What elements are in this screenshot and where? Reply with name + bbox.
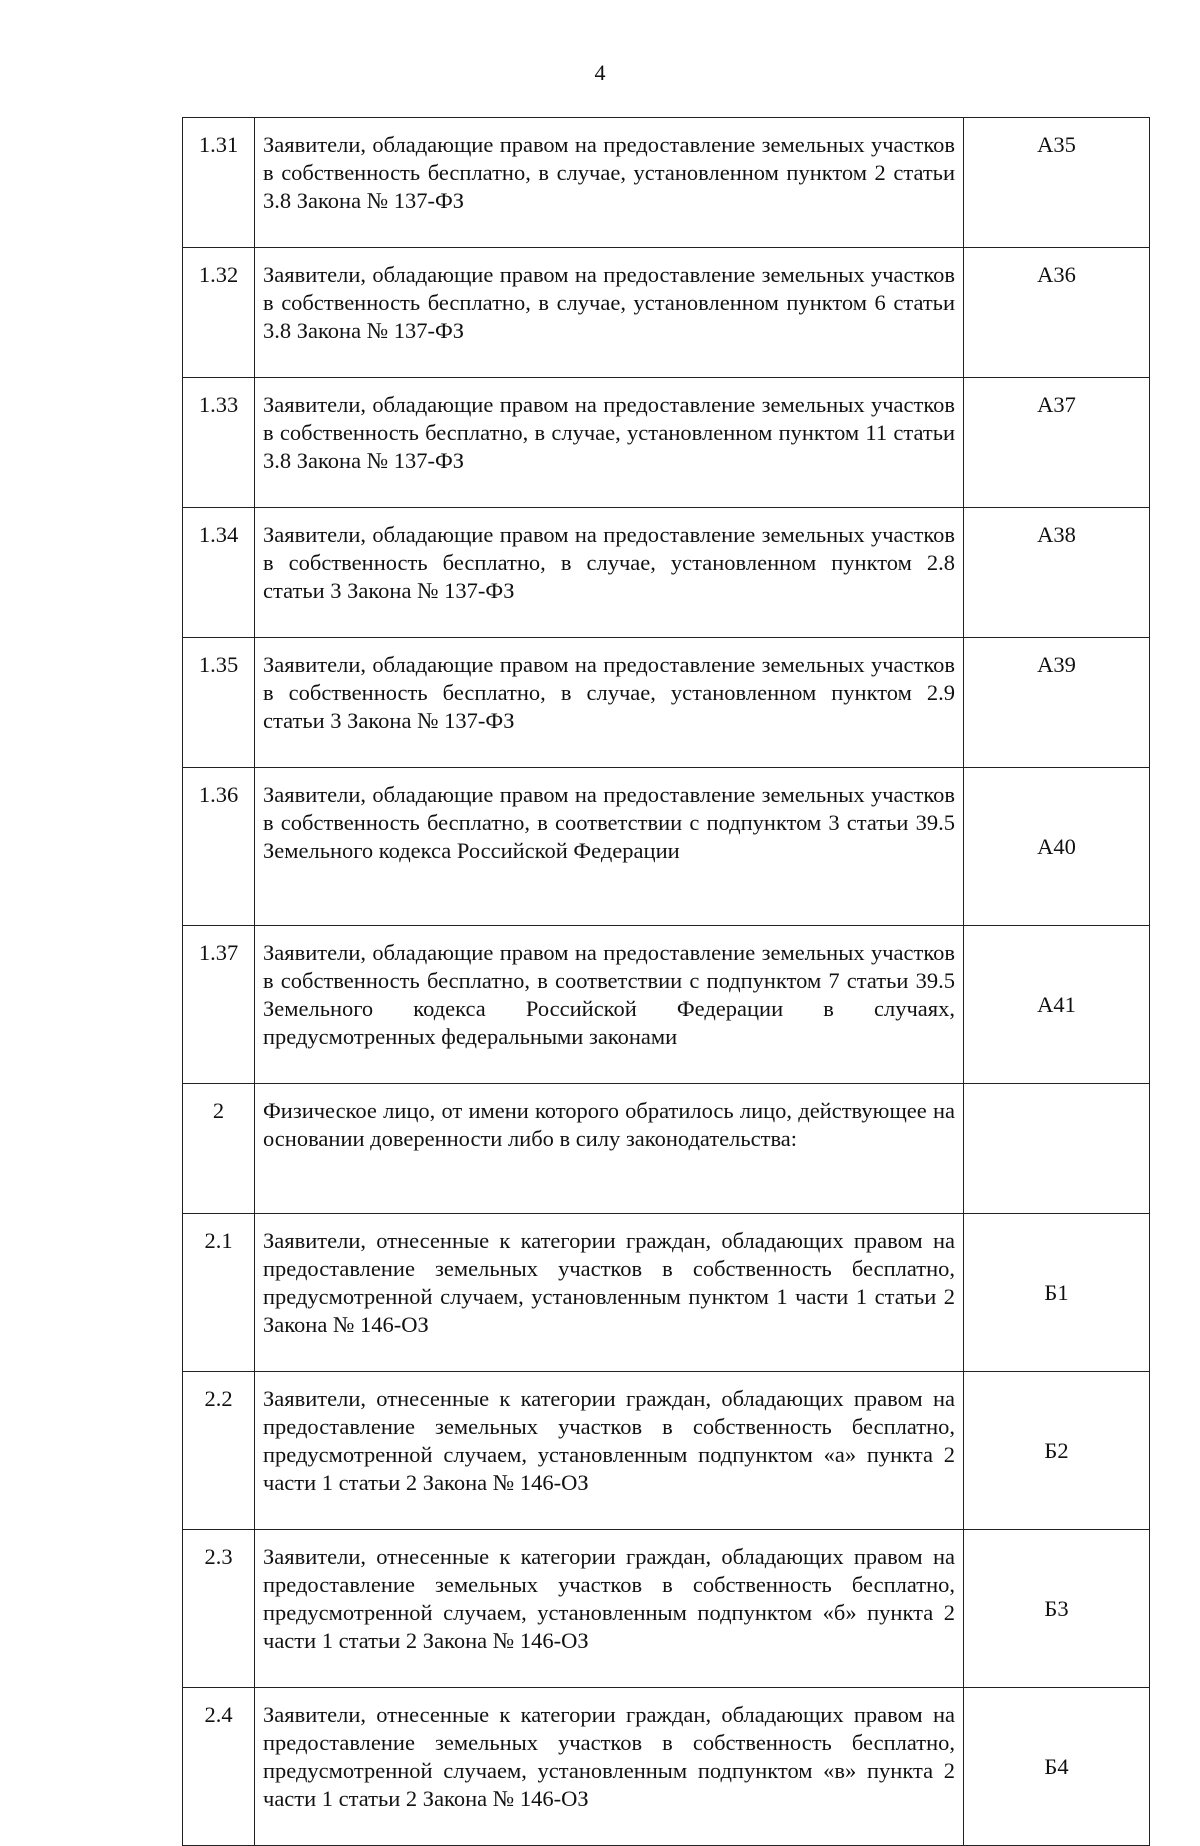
- table-row: [183, 248, 1150, 378]
- row-number: 1.35: [183, 638, 255, 768]
- table-row: [183, 1688, 1150, 1846]
- row-description: Заявители, обладающие правом на предоставление земельных участков в собственность бесплатно, в случае, установленном пунктом 2.9 статьи 3 Закона № 137-ФЗ: [255, 638, 964, 768]
- row-description: Заявители, обладающие правом на предоставление земельных участков в собственность бесплатно, в случае, установленном пунктом 11 статьи 3.8 Закона № 137-ФЗ: [255, 378, 964, 508]
- applicant-categories-table: [182, 117, 1150, 1846]
- table-row: [183, 508, 1150, 638]
- row-number: 1.34: [183, 508, 255, 638]
- row-code: А40: [964, 768, 1150, 926]
- row-number: 1.37: [183, 926, 255, 1084]
- row-description: Заявители, обладающие правом на предоставление земельных участков в собственность бесплатно, в соответствии с подпунктом 3 статьи 39.5 Земельного кодекса Российской Федерации: [255, 768, 964, 926]
- table-row: [183, 638, 1150, 768]
- row-number: 1.32: [183, 248, 255, 378]
- row-number: 2: [183, 1084, 255, 1214]
- table-row: [183, 1084, 1150, 1214]
- row-description: Заявители, отнесенные к категории граждан, обладающих правом на предоставление земельных участков в собственность бесплатно, предусмотренной случаем, установленным пунктом 1 части 1 статьи 2 Закона № 146-ОЗ: [255, 1214, 964, 1372]
- row-code: А38: [964, 508, 1150, 638]
- row-description: Заявители, отнесенные к категории граждан, обладающих правом на предоставление земельных участков в собственность бесплатно, предусмотренной случаем, установленным подпунктом «в» пункта 2 части 1 статьи 2 Закона № 146-ОЗ: [255, 1688, 964, 1846]
- row-description: Заявители, обладающие правом на предоставление земельных участков в собственность бесплатно, в случае, установленном пунктом 2.8 статьи 3 Закона № 137-ФЗ: [255, 508, 964, 638]
- row-number: 2.4: [183, 1688, 255, 1846]
- row-number: 2.3: [183, 1530, 255, 1688]
- row-code: А37: [964, 378, 1150, 508]
- row-code: [964, 1084, 1150, 1214]
- table-row: [183, 1372, 1150, 1530]
- row-description: Заявители, обладающие правом на предоставление земельных участков в собственность бесплатно, в соответствии с подпунктом 7 статьи 39.5 Земельного кодекса Российской Федерации в случаях, предусмотренных федеральными законами: [255, 926, 964, 1084]
- row-number: 1.36: [183, 768, 255, 926]
- row-code: А39: [964, 638, 1150, 768]
- row-description: Заявители, обладающие правом на предоставление земельных участков в собственность бесплатно, в случае, установленном пунктом 2 статьи 3.8 Закона № 137-ФЗ: [255, 118, 964, 248]
- table-row: [183, 1530, 1150, 1688]
- table-row: [183, 768, 1150, 926]
- row-number: 2.1: [183, 1214, 255, 1372]
- table-row: [183, 926, 1150, 1084]
- row-number: 1.31: [183, 118, 255, 248]
- row-description: Заявители, отнесенные к категории граждан, обладающих правом на предоставление земельных участков в собственность бесплатно, предусмотренной случаем, установленным подпунктом «б» пункта 2 части 1 статьи 2 Закона № 146-ОЗ: [255, 1530, 964, 1688]
- row-description: Заявители, обладающие правом на предоставление земельных участков в собственность бесплатно, в случае, установленном пунктом 6 статьи 3.8 Закона № 137-ФЗ: [255, 248, 964, 378]
- table-row: [183, 1214, 1150, 1372]
- row-description: Физическое лицо, от имени которого обратилось лицо, действующее на основании доверенности либо в силу законодательства:: [255, 1084, 964, 1214]
- row-number: 1.33: [183, 378, 255, 508]
- table-row: [183, 118, 1150, 248]
- row-code: Б4: [964, 1688, 1150, 1846]
- row-code: А36: [964, 248, 1150, 378]
- row-code: А41: [964, 926, 1150, 1084]
- row-description: Заявители, отнесенные к категории граждан, обладающих правом на предоставление земельных участков в собственность бесплатно, предусмотренной случаем, установленным подпунктом «а» пункта 2 части 1 статьи 2 Закона № 146-ОЗ: [255, 1372, 964, 1530]
- row-code: Б2: [964, 1372, 1150, 1530]
- page-number: 4: [594, 60, 606, 85]
- row-number: 2.2: [183, 1372, 255, 1530]
- table-row: [183, 378, 1150, 508]
- row-code: Б1: [964, 1214, 1150, 1372]
- row-code: А35: [964, 118, 1150, 248]
- row-code: Б3: [964, 1530, 1150, 1688]
